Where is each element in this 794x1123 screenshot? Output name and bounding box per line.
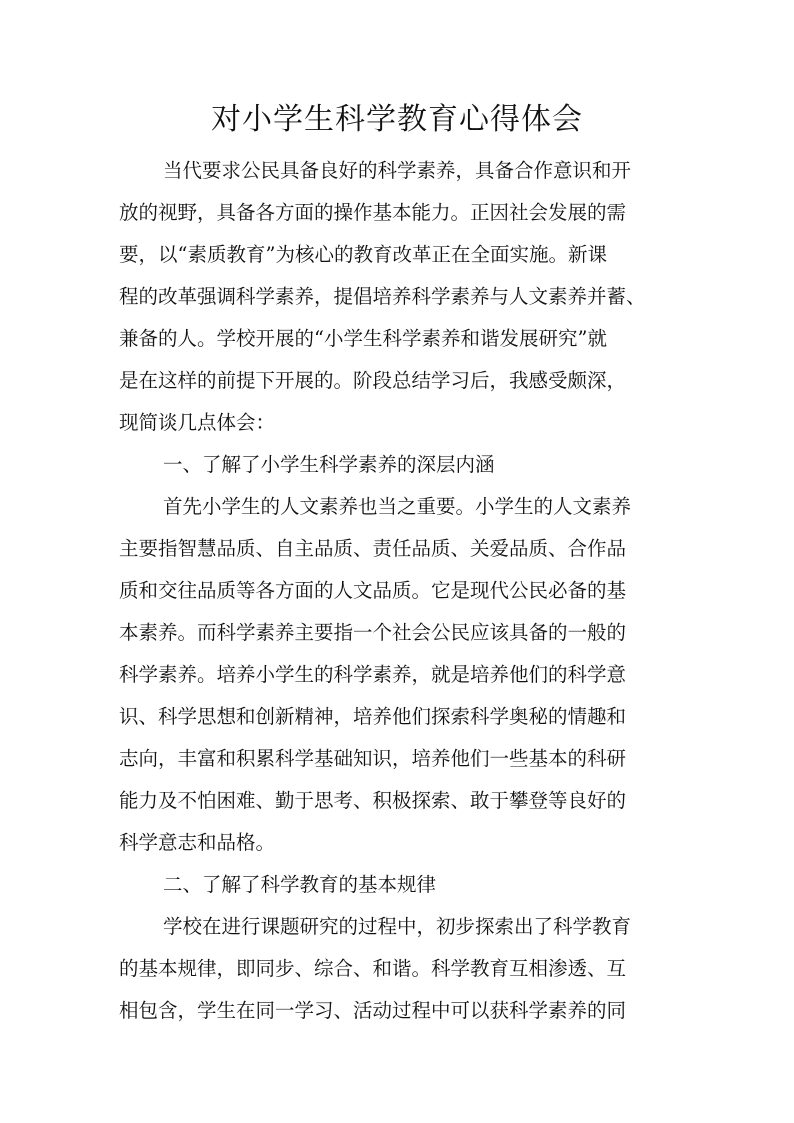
document-title: 对小学生科学教育心得体会: [211, 102, 583, 137]
section-heading: 二、了解了科学教育的基本规律: [163, 873, 437, 896]
text-line: 科学意志和品格。: [119, 831, 276, 854]
text-line: 现简谈几点体会：: [119, 411, 276, 434]
text-line: 的基本规律，即同步、综合、和谐。科学教育互相渗透、互: [119, 957, 627, 980]
text-line: 相包含，学生在同一学习、活动过程中可以获科学素养的同: [119, 999, 627, 1022]
text-line: 首先小学生的人文素养也当之重要。小学生的人文素养: [163, 495, 632, 518]
text-line: 主要指智慧品质、自主品质、责任品质、关爱品质、合作品: [119, 537, 627, 560]
section-heading: 一、了解了小学生科学素养的深层内涵: [163, 453, 495, 476]
text-line: 质和交往品质等各方面的人文品质。它是现代公民必备的基: [119, 579, 627, 602]
text-line: 能力及不怕困难、勤于思考、积极探索、敢于攀登等良好的: [119, 789, 627, 812]
text-line: 兼备的人。学校开展的“小学生科学素养和谐发展研究”就: [119, 327, 607, 350]
text-line: 当代要求公民具备良好的科学素养，具备合作意识和开: [163, 159, 632, 182]
text-line: 识、科学思想和创新精神，培养他们探索科学奥秘的情趣和: [119, 705, 627, 728]
text-line: 放的视野，具备各方面的操作基本能力。正因社会发展的需: [119, 201, 627, 224]
text-line: 科学素养。培养小学生的科学素养，就是培养他们的科学意: [119, 663, 627, 686]
text-line: 本素养。而科学素养主要指一个社会公民应该具备的一般的: [119, 621, 627, 644]
text-line: 程的改革强调科学素养，提倡培养科学素养与人文素养并蓄、: [119, 285, 646, 308]
text-line: 志向，丰富和积累科学基础知识，培养他们一些基本的科研: [119, 747, 627, 770]
text-line: 要，以“素质教育”为核心的教育改革正在全面实施。新课: [119, 243, 607, 266]
text-line: 学校在进行课题研究的过程中，初步探索出了科学教育: [163, 915, 632, 938]
text-line: 是在这样的前提下开展的。阶段总结学习后，我感受颇深，: [119, 369, 627, 392]
